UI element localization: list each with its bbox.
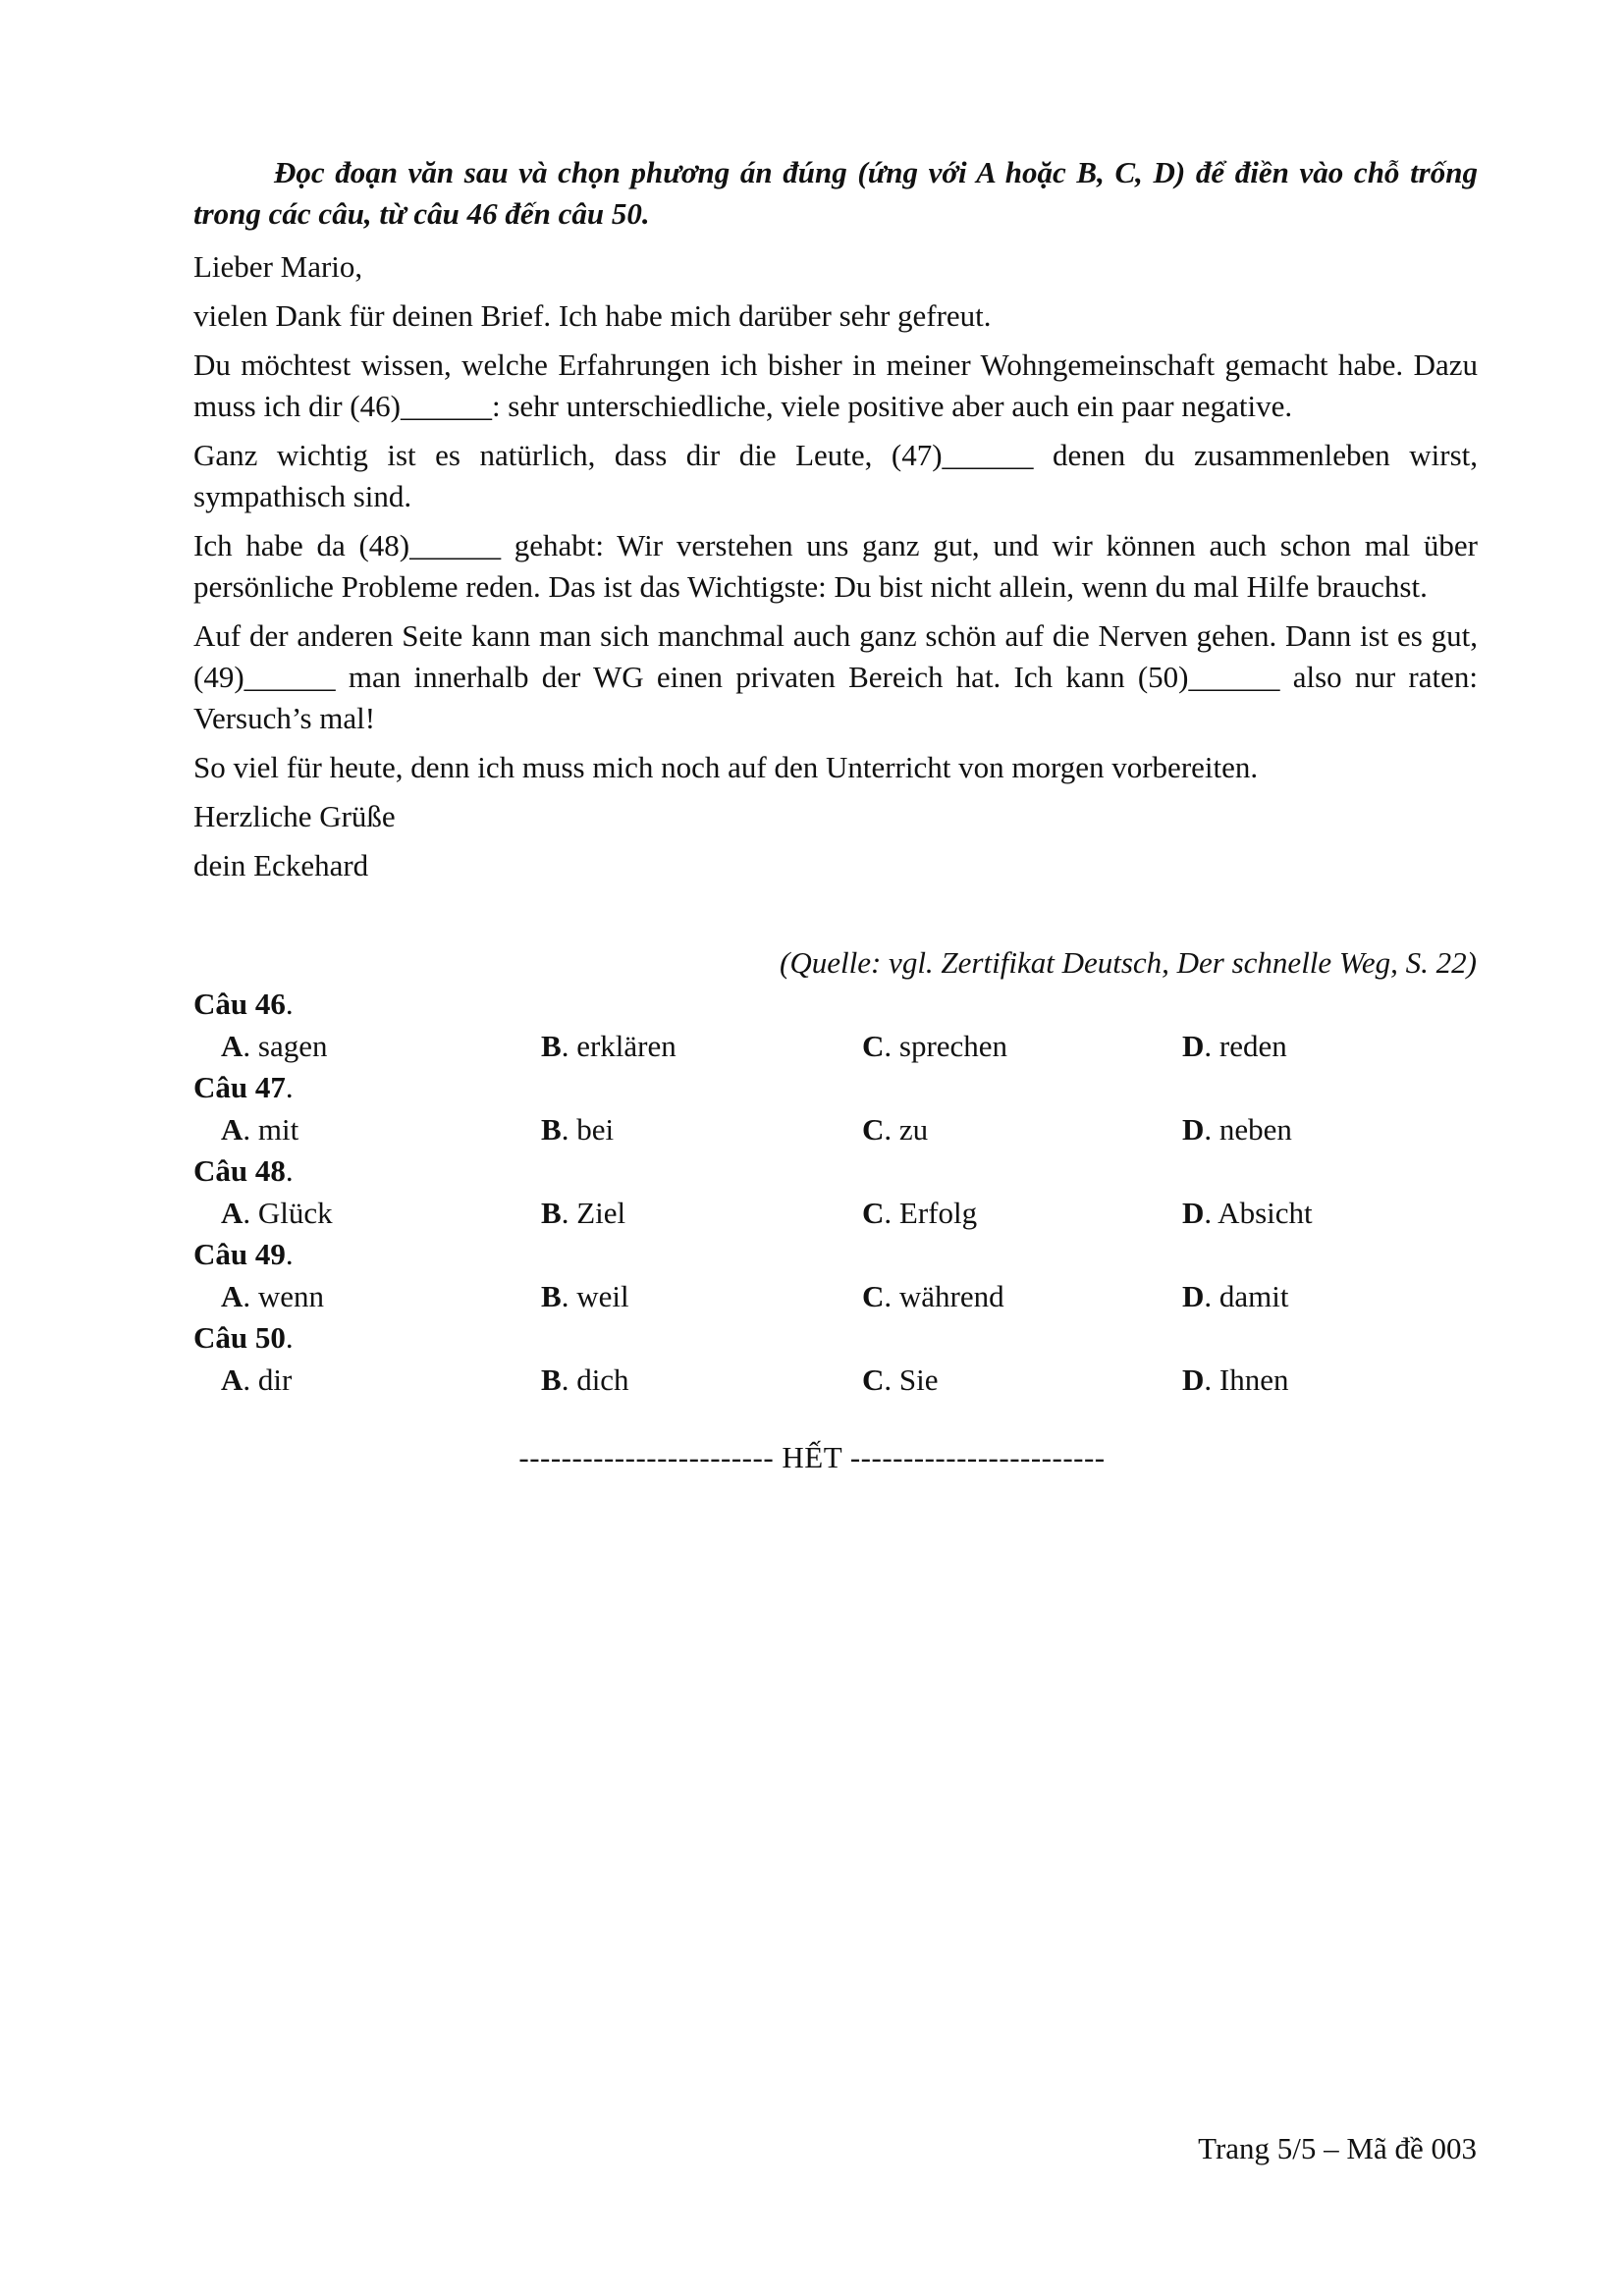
option-c: C. zu	[862, 1112, 929, 1147]
option-d: D. neben	[1182, 1112, 1292, 1147]
letter-body	[193, 246, 1478, 894]
option-b: B. dich	[541, 1362, 629, 1397]
option-a: A. wenn	[221, 1279, 325, 1313]
letter-closing: Herzliche Grüße	[193, 799, 396, 833]
option-d: D. damit	[1182, 1279, 1289, 1313]
option-c: C. sprechen	[862, 1029, 1008, 1063]
option-b: B. weil	[541, 1279, 629, 1313]
question-options	[193, 1025, 1478, 1067]
question-options	[193, 1359, 1478, 1401]
option-b: B. erklären	[541, 1029, 677, 1063]
question-options	[193, 1192, 1478, 1234]
option-b: B. bei	[541, 1112, 615, 1147]
instruction-text: Đọc đoạn văn sau và chọn phương án đúng (ứng với A hoặc B, C, D) để điền vào chỗ trống trong các câu, từ câu 46 đến câu 50.	[193, 155, 1478, 231]
question-list	[193, 984, 1478, 1401]
source-citation: (Quelle: vgl. Zertifikat Deutsch, Der schnelle Weg, S. 22)	[780, 945, 1477, 980]
question-label: Câu 50.	[193, 1320, 294, 1355]
question-label: Câu 46.	[193, 987, 294, 1021]
option-b: B. Ziel	[541, 1196, 626, 1230]
end-marker: ------------------------ HẾT ------------------------	[518, 1440, 1106, 1474]
question-48	[193, 1150, 1478, 1234]
letter-paragraph-2: Du möchtest wissen, welche Erfahrungen ich bisher in meiner Wohngemeinschaft gemacht habe. Dazu muss ich dir (46)______: sehr unterschiedliche, viele positive aber auch ein paar negative.	[193, 347, 1478, 423]
question-label: Câu 48.	[193, 1153, 294, 1188]
letter-paragraph-3: Ganz wichtig ist es natürlich, dass dir die Leute, (47)______ denen du zusammenleben wirst, sympathisch sind.	[193, 438, 1478, 513]
letter-paragraph-4: Ich habe da (48)______ gehabt: Wir verstehen uns ganz gut, und wir können auch schon mal über persönliche Probleme reden. Das ist das Wichtigste: Du bist nicht allein, wenn du mal Hilfe brauchst.	[193, 528, 1478, 604]
option-c: C. Sie	[862, 1362, 939, 1397]
option-a: A. mit	[221, 1112, 299, 1147]
question-options	[193, 1108, 1478, 1150]
question-label: Câu 47.	[193, 1070, 294, 1104]
letter-paragraph-5: Auf der anderen Seite kann man sich manchmal auch ganz schön auf die Nerven gehen. Dann ist es gut, (49)______ man innerhalb der WG einen privaten Bereich hat. Ich kann (50)______ also nur raten: Versuch’s mal!	[193, 618, 1478, 735]
question-46	[193, 984, 1478, 1067]
option-d: D. Ihnen	[1182, 1362, 1289, 1397]
letter-signature: dein Eckehard	[193, 848, 369, 882]
option-c: C. während	[862, 1279, 1004, 1313]
option-c: C. Erfolg	[862, 1196, 978, 1230]
letter-greeting: Lieber Mario,	[193, 249, 363, 284]
option-d: D. Absicht	[1182, 1196, 1313, 1230]
option-d: D. reden	[1182, 1029, 1287, 1063]
option-a: A. dir	[221, 1362, 293, 1397]
option-a: A. Glück	[221, 1196, 333, 1230]
option-a: A. sagen	[221, 1029, 328, 1063]
question-50	[193, 1317, 1478, 1401]
question-47	[193, 1067, 1478, 1150]
question-label: Câu 49.	[193, 1237, 294, 1271]
letter-paragraph-6: So viel für heute, denn ich muss mich noch auf den Unterricht von morgen vorbereiten.	[193, 750, 1259, 784]
question-options	[193, 1275, 1478, 1317]
question-49	[193, 1234, 1478, 1317]
letter-paragraph-1: vielen Dank für deinen Brief. Ich habe mich darüber sehr gefreut.	[193, 298, 992, 333]
page-footer: Trang 5/5 – Mã đề 003	[1198, 2131, 1477, 2165]
